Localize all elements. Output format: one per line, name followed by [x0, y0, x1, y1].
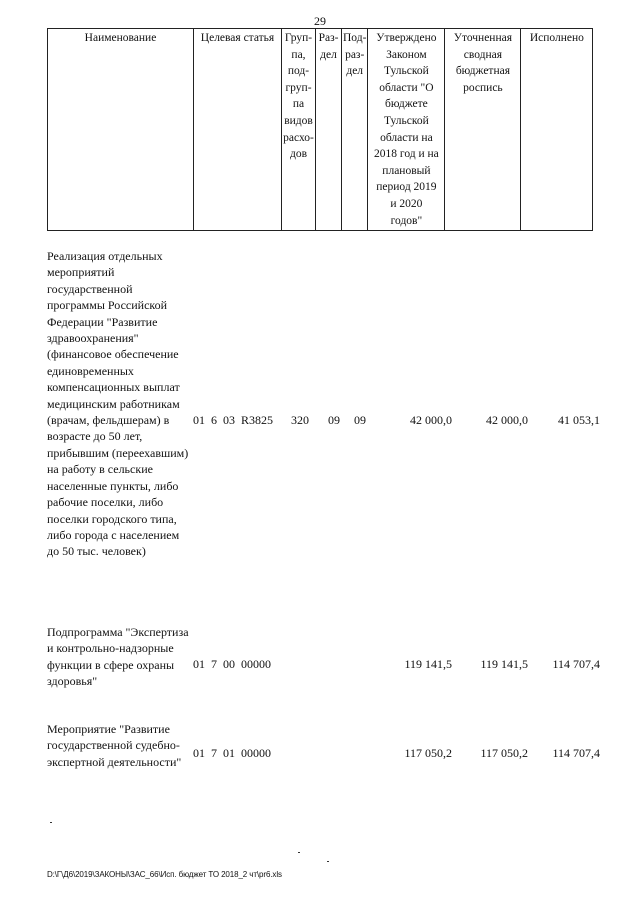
header-subsection: Под- раз- дел — [342, 29, 368, 231]
row-refined: 42 000,0 — [486, 413, 528, 427]
row-executed: 41 053,1 — [558, 413, 600, 427]
row-name: Мероприятие "Развитие государственной судебно-экспертной деятельности" — [47, 722, 182, 769]
row-target-code: 01 6 03 R3825 — [193, 413, 274, 427]
scan-speck — [50, 822, 52, 823]
scan-speck — [298, 852, 300, 853]
row-approved: 117 050,2 — [404, 746, 452, 760]
row-section: 09 — [328, 413, 340, 427]
row-name: Подпрограмма "Экспертиза и контрольно-надзорные функции в сфере охраны здоровья" — [47, 625, 189, 689]
table-header — [47, 28, 593, 231]
row-name: Реализация отдельных мероприятий государственной программы Российской Федерации "Развитие здравоохранения" (финансовое обеспечение единовременных компенсационных выплат медицинским работникам (врачам, фельдшерам) в возрасте до 50 лет, прибывшим (переехавшим) на работу в сельские населенные пункты, либо рабочие поселки, либо поселки городского типа, либо города с населением до 50 тыс. человек) — [47, 249, 189, 559]
row-refined: 119 141,5 — [480, 657, 528, 671]
header-executed: Исполнено — [521, 29, 593, 231]
row-approved: 42 000,0 — [410, 413, 452, 427]
footer-file-path: D:\Г\Д6\2019\ЗАКОНЫ\ЗАС_66\Исп. бюджет ТО 2018_2 чт\pr6.xls — [47, 870, 282, 879]
header-approved: Утверждено Законом Тульской области "О бюджете Тульской области на 2018 год и на плановый период 2019 и 2020 годов" — [368, 29, 445, 231]
row-executed: 114 707,4 — [552, 746, 600, 760]
header-section: Раз- дел — [316, 29, 342, 231]
row-refined: 117 050,2 — [480, 746, 528, 760]
row-executed: 114 707,4 — [552, 657, 600, 671]
header-name: Наименование — [48, 29, 194, 231]
row-approved: 119 141,5 — [404, 657, 452, 671]
row-target-code: 01 7 01 00000 — [193, 746, 271, 760]
header-refined: Уточненная сводная бюджетная роспись — [445, 29, 521, 231]
header-target-item: Целевая статья — [194, 29, 282, 231]
row-subsection: 09 — [354, 413, 366, 427]
page-number: 29 — [314, 14, 326, 28]
header-expense-group: Груп- па, под- груп- па видов расхо- дов — [282, 29, 316, 231]
row-expense-group: 320 — [291, 413, 309, 427]
row-target-code: 01 7 00 00000 — [193, 657, 271, 671]
scan-speck — [327, 861, 329, 862]
